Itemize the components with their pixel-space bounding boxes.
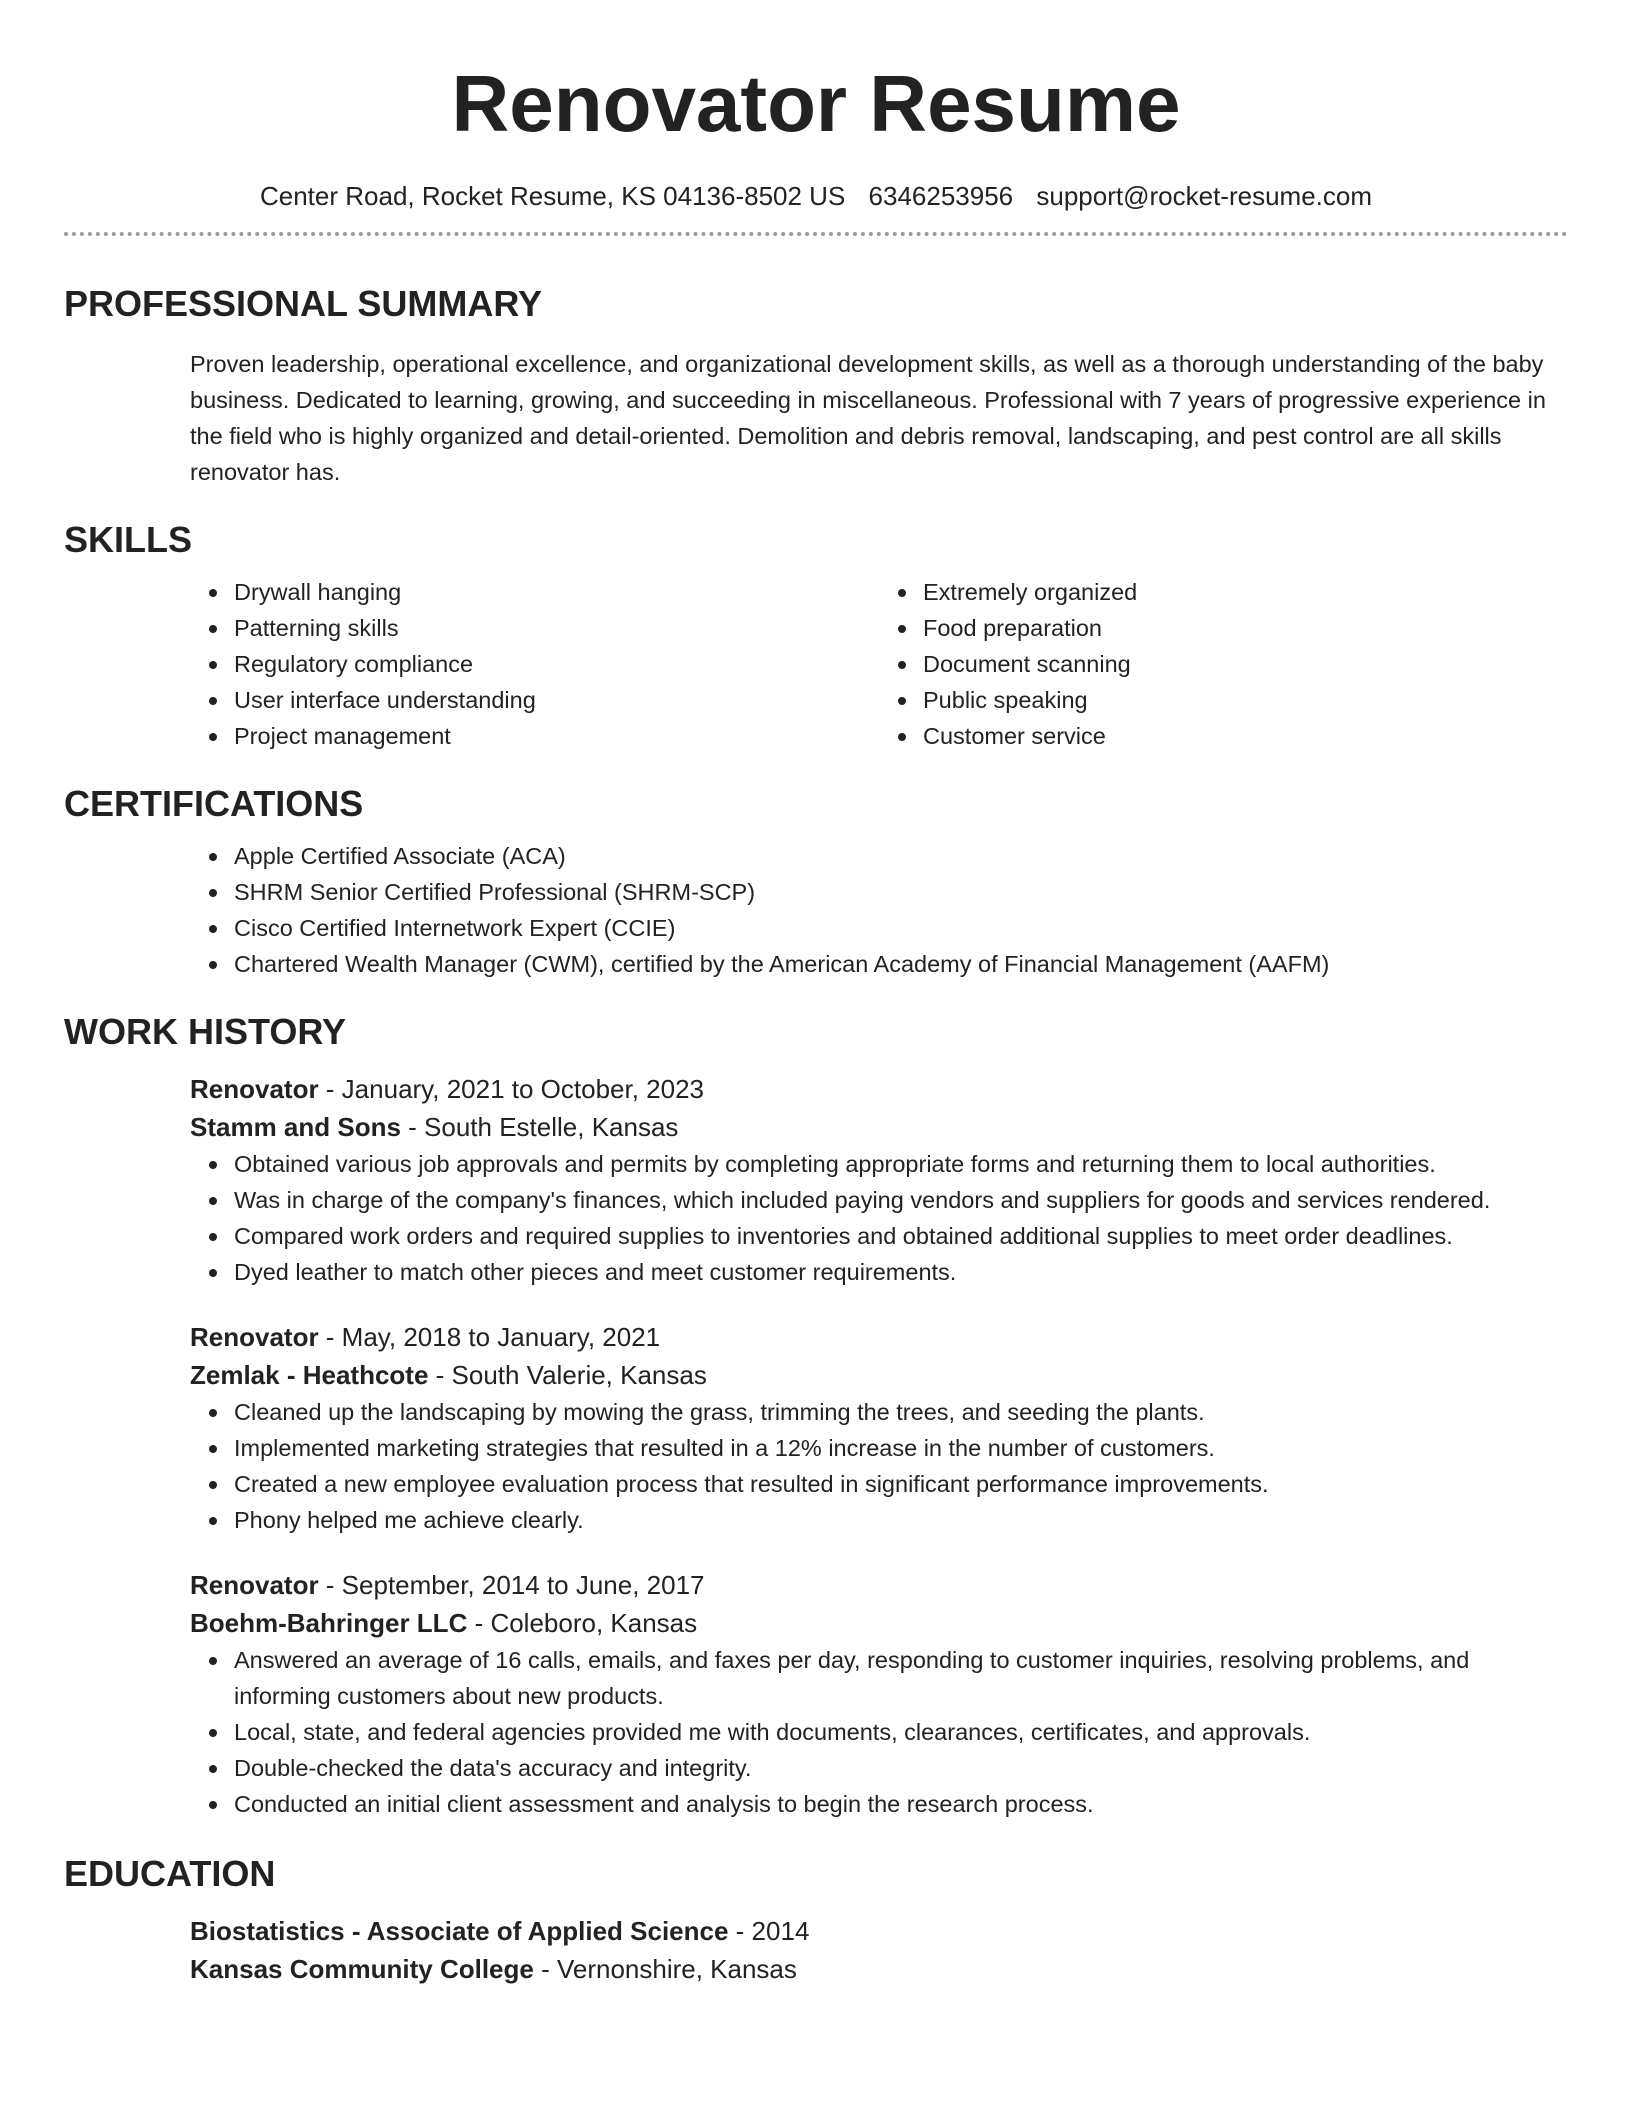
skills-list-right (879, 574, 1568, 754)
certification-item: SHRM Senior Certified Professional (SHRM-SCP) (234, 874, 1568, 910)
work-history-heading: WORK HISTORY (64, 1011, 347, 1052)
contact-address: Center Road, Rocket Resume, KS 04136-8502 US (259, 181, 846, 211)
resume-title: Renovator Resume (451, 59, 1181, 148)
skills-heading: SKILLS (64, 519, 193, 560)
job-company-line (190, 1604, 1568, 1642)
education-entry (190, 1912, 1568, 1988)
education-school-line (190, 1950, 1568, 1988)
job-title-line (190, 1318, 1568, 1356)
job-duty: Created a new employee evaluation process that resulted in significant performance improvements. (234, 1466, 1568, 1502)
job-duty: Implemented marketing strategies that resulted in a 12% increase in the number of customers. (234, 1430, 1568, 1466)
job-duties-list (190, 1146, 1568, 1290)
header-divider (64, 232, 1568, 236)
skill-item: Project management (234, 718, 879, 754)
job-location: - South Valerie, Kansas (428, 1360, 707, 1390)
job-duty: Double-checked the data's accuracy and integrity. (234, 1750, 1568, 1786)
job-title-line (190, 1070, 1568, 1108)
job-duty: Local, state, and federal agencies provided me with documents, clearances, certificates, and approvals. (234, 1714, 1568, 1750)
job-company: Zemlak - Heathcote (190, 1360, 429, 1390)
job-duty: Dyed leather to match other pieces and meet customer requirements. (234, 1254, 1568, 1290)
skill-item: User interface understanding (234, 682, 879, 718)
job-dates: - September, 2014 to June, 2017 (318, 1570, 705, 1600)
contact-line (64, 180, 1568, 212)
contact-email: support@rocket-resume.com (1036, 181, 1373, 211)
education-year: - 2014 (728, 1916, 810, 1946)
job-duty: Cleaned up the landscaping by mowing the grass, trimming the trees, and seeding the plants. (234, 1394, 1568, 1430)
certification-item: Apple Certified Associate (ACA) (234, 838, 1568, 874)
job-company-line (190, 1356, 1568, 1394)
summary-heading: PROFESSIONAL SUMMARY (64, 283, 543, 324)
certifications-section (190, 838, 1568, 982)
job-company-line (190, 1108, 1568, 1146)
job-location: - South Estelle, Kansas (400, 1112, 679, 1142)
certifications-list (190, 838, 1568, 982)
skill-item: Extremely organized (923, 574, 1568, 610)
job-title-line (190, 1566, 1568, 1604)
certification-item: Cisco Certified Internetwork Expert (CCIE) (234, 910, 1568, 946)
job-entry (190, 1318, 1568, 1538)
job-duties-list (190, 1394, 1568, 1538)
skill-item: Customer service (923, 718, 1568, 754)
skill-item: Public speaking (923, 682, 1568, 718)
skill-item: Document scanning (923, 646, 1568, 682)
certifications-heading: CERTIFICATIONS (64, 783, 364, 824)
job-entry (190, 1070, 1568, 1290)
job-duties-list (190, 1642, 1568, 1822)
skill-item: Drywall hanging (234, 574, 879, 610)
education-heading: EDUCATION (64, 1853, 276, 1894)
summary-text: Proven leadership, operational excellence, and organizational development skills, as well as a thorough understanding of the baby business. Dedicated to learning, growing, and succeeding in miscellaneous. Professional with 7 years of progressive experience in the field who is highly organized and detail-oriented. Demolition and debris removal, landscaping, and pest control are all skills renovator has. (190, 351, 1546, 485)
job-company: Stamm and Sons (190, 1112, 401, 1142)
job-title: Renovator (190, 1074, 319, 1104)
contact-phone: 6346253956 (868, 181, 1014, 211)
job-duty: Conducted an initial client assessment and analysis to begin the research process. (234, 1786, 1568, 1822)
job-duty: Phony helped me achieve clearly. (234, 1502, 1568, 1538)
education-location: - Vernonshire, Kansas (533, 1954, 797, 1984)
job-company: Boehm-Bahringer LLC (190, 1608, 468, 1638)
skills-section (190, 574, 1568, 754)
skill-item: Regulatory compliance (234, 646, 879, 682)
job-title: Renovator (190, 1570, 319, 1600)
job-title: Renovator (190, 1322, 319, 1352)
skill-item: Food preparation (923, 610, 1568, 646)
education-school: Kansas Community College (190, 1954, 534, 1984)
skills-list-left (190, 574, 879, 754)
resume-page (64, 0, 1568, 1988)
job-duty: Answered an average of 16 calls, emails, and faxes per day, responding to customer inquiries, resolving problems, and informing customers about new products. (234, 1642, 1568, 1714)
skills-grid (190, 574, 1568, 754)
job-duty: Compared work orders and required supplies to inventories and obtained additional supplies to meet order deadlines. (234, 1218, 1568, 1254)
certification-item: Chartered Wealth Manager (CWM), certified by the American Academy of Financial Management (AAFM) (234, 946, 1568, 982)
job-dates: - January, 2021 to October, 2023 (318, 1074, 705, 1104)
job-dates: - May, 2018 to January, 2021 (318, 1322, 661, 1352)
education-degree-line (190, 1912, 1568, 1950)
education-degree: Biostatistics - Associate of Applied Science (190, 1916, 729, 1946)
job-duty: Was in charge of the company's finances, which included paying vendors and suppliers for goods and services rendered. (234, 1182, 1568, 1218)
job-entry (190, 1566, 1568, 1822)
job-duty: Obtained various job approvals and permits by completing appropriate forms and returning them to local authorities. (234, 1146, 1568, 1182)
job-location: - Coleboro, Kansas (467, 1608, 698, 1638)
skill-item: Patterning skills (234, 610, 879, 646)
